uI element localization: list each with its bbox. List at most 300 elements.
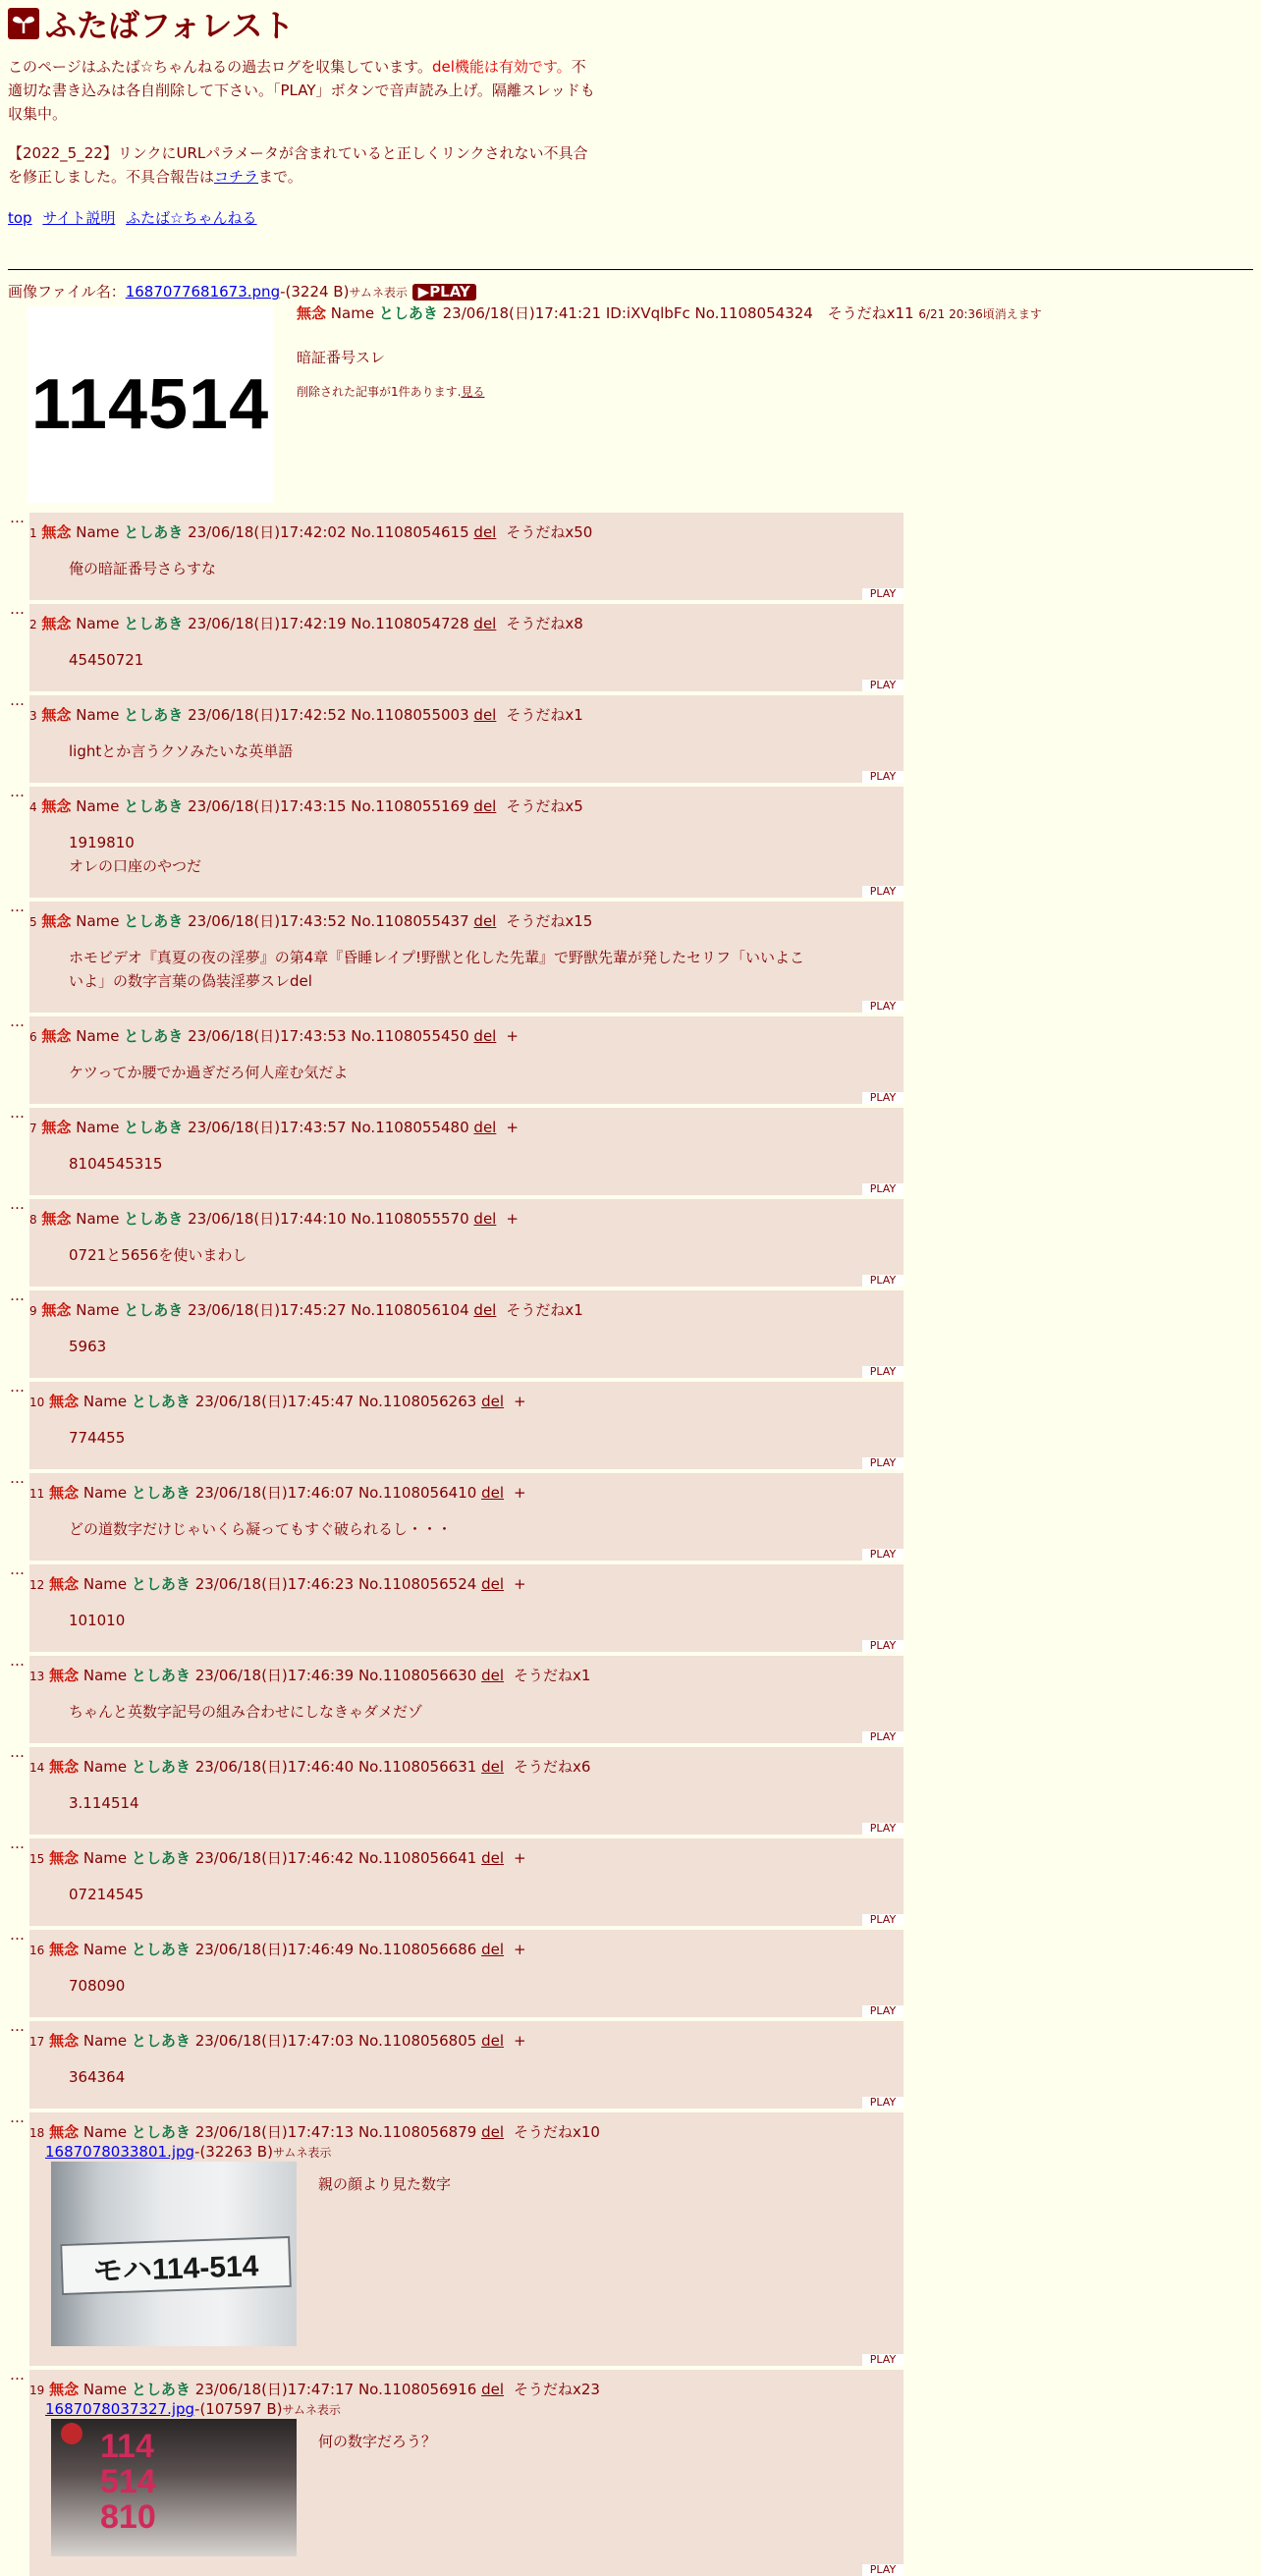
reply-name: としあき <box>124 912 184 930</box>
reply-header <box>29 1838 904 1869</box>
reply-menu-icon[interactable]: … <box>10 1013 24 1030</box>
reply-date: 23/06/18(日)17:46:42 <box>194 1849 355 1867</box>
reply-text <box>69 1061 904 1104</box>
reply-thumbnail-text: 114 514 810 <box>100 2428 156 2536</box>
reply-date: 23/06/18(日)17:43:52 <box>188 912 347 930</box>
reply-row <box>8 2017 1253 2109</box>
reply-name-label: Name <box>76 1210 120 1228</box>
intro-del-notice: del機能は有効です。 <box>431 58 572 76</box>
reply-index: 6 <box>29 1030 37 1044</box>
reply-number: No.1108056631 <box>357 1758 477 1776</box>
reply-play-button[interactable]: PLAY <box>862 2564 904 2576</box>
reply-text-line: 45450721 <box>69 651 144 669</box>
reply-index: 19 <box>29 2384 45 2397</box>
reply-number: No.1108054615 <box>351 523 469 541</box>
reply-play-button[interactable]: PLAY <box>862 1275 904 1287</box>
reply-sodane-button[interactable]: そうだねx6 <box>513 1758 591 1776</box>
reply-post <box>29 604 904 691</box>
reply-date: 23/06/18(日)17:46:23 <box>194 1575 355 1593</box>
op-file-label: 画像ファイル名： <box>8 283 126 301</box>
reply-row <box>8 600 1253 691</box>
reply-text <box>69 557 904 600</box>
reply-post <box>29 1290 904 1378</box>
reply-text <box>69 1426 904 1469</box>
reply-header <box>29 2021 904 2052</box>
reply-play-button[interactable]: PLAY <box>862 1183 904 1195</box>
reply-number: No.1108054728 <box>351 615 469 632</box>
reply-number: No.1108055437 <box>351 912 469 930</box>
reply-del-link[interactable]: del <box>481 1941 504 1958</box>
reply-index: 18 <box>29 2126 45 2140</box>
reply-subject: 無念 <box>41 1027 72 1045</box>
reply-del-link[interactable]: del <box>473 797 497 815</box>
reply-play-button[interactable]: PLAY <box>862 1823 904 1835</box>
reply-header <box>29 787 904 817</box>
reply-image-body <box>51 2419 904 2556</box>
reply-row <box>8 1469 1253 1561</box>
reply-subject: 無念 <box>41 1301 72 1319</box>
op-thumbnail-text: 114514 <box>30 365 270 444</box>
reply-subject: 無念 <box>41 706 72 724</box>
reply-sodane-button[interactable]: そうだねx50 <box>506 523 593 541</box>
reply-post <box>29 1382 904 1469</box>
reply-name: としあき <box>131 2381 191 2398</box>
reply-row <box>8 1926 1253 2017</box>
reply-play-button[interactable]: PLAY <box>862 1001 904 1013</box>
reply-del-link[interactable]: del <box>473 1027 497 1045</box>
reply-header <box>29 604 904 634</box>
reply-del-link[interactable]: del <box>481 1575 504 1593</box>
reply-del-link[interactable]: del <box>481 1667 504 1684</box>
reply-text-line: 8104545315 <box>69 1155 163 1173</box>
reply-post <box>29 902 904 1013</box>
reply-name-label: Name <box>76 1119 120 1136</box>
reply-text <box>69 1883 904 1926</box>
reply-header <box>29 513 904 543</box>
reply-text <box>69 1517 904 1561</box>
reply-name-label: Name <box>76 1027 120 1045</box>
reply-post <box>29 1656 904 1743</box>
reply-text <box>69 1152 904 1195</box>
intro-text: このページはふたば☆ちゃんねるの過去ログを収集しています。 <box>8 58 432 76</box>
reply-sodane-button[interactable]: そうだねx1 <box>506 706 583 724</box>
reply-index: 15 <box>29 1852 45 1866</box>
reply-name: としあき <box>124 1119 184 1136</box>
reply-subject: 無念 <box>49 1941 80 1958</box>
reply-text-line: 5963 <box>69 1338 107 1355</box>
reply-subject: 無念 <box>41 1210 72 1228</box>
op-text: 暗証番号スレ <box>297 349 386 366</box>
reply-text <box>69 1335 904 1378</box>
reply-sodane-button[interactable]: + <box>513 2032 526 2050</box>
reply-subject: 無念 <box>49 1484 80 1502</box>
reply-header <box>29 1656 904 1686</box>
nav-futaba-link[interactable]: ふたば☆ちゃんねる <box>126 209 257 227</box>
reply-menu-icon[interactable]: … <box>10 2109 24 2126</box>
reply-post <box>29 1930 904 2017</box>
reply-date: 23/06/18(日)17:47:13 <box>194 2123 355 2141</box>
reply-del-link[interactable]: del <box>481 1393 504 1410</box>
reply-play-button[interactable]: PLAY <box>862 1731 904 1743</box>
reply-text <box>69 946 904 1013</box>
reply-index: 13 <box>29 1670 45 1683</box>
reply-row <box>8 691 1253 783</box>
reply-name-label: Name <box>76 912 120 930</box>
reply-subject: 無念 <box>49 2123 80 2141</box>
site-header <box>8 6 1253 44</box>
reply-del-link[interactable]: del <box>473 523 497 541</box>
reply-row <box>8 1652 1253 1743</box>
reply-name: としあき <box>131 1575 191 1593</box>
reply-menu-icon[interactable]: … <box>10 600 24 618</box>
nav-top-link[interactable]: top <box>8 209 32 227</box>
reply-sodane-button[interactable]: そうだねx10 <box>513 2123 600 2141</box>
reply-post <box>29 1199 904 1287</box>
op-header <box>297 302 1042 325</box>
reply-name: としあき <box>124 615 184 632</box>
reply-play-button[interactable]: PLAY <box>862 886 904 898</box>
reply-text-line: 364364 <box>69 2068 126 2086</box>
reply-post <box>29 1838 904 1926</box>
reply-number: No.1108056879 <box>357 2123 477 2141</box>
reply-thumbnail-text: モハ114-514 <box>60 2236 292 2295</box>
reply-del-link[interactable]: del <box>473 706 497 724</box>
reply-post <box>29 695 904 783</box>
reply-index: 17 <box>29 2035 45 2049</box>
reply-text-line: ホモビデオ『真夏の夜の淫夢』の第4章『昏睡レイプ!野獣と化した先輩』で野獣先輩が発したセリフ「いいよこ <box>69 949 805 966</box>
bugfix-notice <box>8 141 597 189</box>
reply-row <box>8 1743 1253 1835</box>
reply-text-line: 774455 <box>69 1429 126 1447</box>
reply-post <box>29 2370 904 2576</box>
reply-index: 9 <box>29 1304 37 1318</box>
op-thumb-toggle[interactable]: サムネ表示 <box>349 286 408 300</box>
reply-name-label: Name <box>82 1941 128 1958</box>
reply-name: としあき <box>131 1941 191 1958</box>
reply-number: No.1108055570 <box>351 1210 469 1228</box>
top-nav <box>8 206 1253 230</box>
reply-del-link[interactable]: del <box>473 1210 497 1228</box>
reply-header <box>29 1199 904 1230</box>
reply-subject: 無念 <box>41 615 72 632</box>
reply-sodane-button[interactable]: + <box>513 1393 526 1410</box>
reply-text <box>69 1700 904 1743</box>
reply-index: 10 <box>29 1396 45 1409</box>
reply-index: 16 <box>29 1944 45 1957</box>
reply-row <box>8 1561 1253 1652</box>
op-deleted-text: 削除された記事が1件あります. <box>297 385 462 399</box>
reply-name-label: Name <box>82 2381 128 2398</box>
reply-menu-icon[interactable]: … <box>10 1469 24 1487</box>
reply-subject: 無念 <box>41 1119 72 1136</box>
reply-del-link[interactable]: del <box>481 2032 504 2050</box>
reply-text-line: 3.114514 <box>69 1794 139 1812</box>
reply-name: としあき <box>124 797 184 815</box>
reply-sodane-button[interactable]: そうだねx1 <box>506 1301 583 1319</box>
reply-play-button[interactable]: PLAY <box>862 588 904 600</box>
reply-subject: 無念 <box>41 912 72 930</box>
reply-name: としあき <box>131 1849 191 1867</box>
reply-text <box>69 1243 904 1287</box>
reply-menu-icon[interactable]: … <box>10 1378 24 1396</box>
reply-number: No.1108056641 <box>357 1849 477 1867</box>
divider <box>8 269 1253 270</box>
reply-row <box>8 1835 1253 1926</box>
reply-thumbnail[interactable] <box>51 2162 297 2346</box>
reply-play-button[interactable]: PLAY <box>862 2005 904 2017</box>
reply-menu-icon[interactable]: … <box>10 1104 24 1122</box>
op-body <box>297 302 1042 400</box>
reply-date: 23/06/18(日)17:42:19 <box>188 615 347 632</box>
reply-sodane-button[interactable]: + <box>513 1575 526 1593</box>
reply-menu-icon[interactable]: … <box>10 1926 24 1944</box>
reply-post <box>29 1016 904 1104</box>
reply-file-size: -(107597 B) <box>194 2400 283 2418</box>
reply-sodane-button[interactable]: + <box>506 1119 519 1136</box>
reply-menu-icon[interactable]: … <box>10 898 24 915</box>
reply-index: 1 <box>29 526 37 540</box>
op-sodane-button[interactable]: そうだねx11 <box>827 304 914 322</box>
reply-del-link[interactable]: del <box>473 1301 497 1319</box>
reply-text-line: ケツってか腰でか過ぎだろ何人産む気だよ <box>69 1064 349 1081</box>
reply-file-link[interactable]: 1687078037327.jpg <box>45 2400 195 2418</box>
reply-header <box>29 1747 904 1778</box>
reply-subject: 無念 <box>49 1667 80 1684</box>
reply-menu-icon[interactable]: … <box>10 2366 24 2384</box>
reply-text-line: どの道数字だけじゃいくら凝ってもすぐ破られるし・・・ <box>69 1520 453 1538</box>
reply-name-label: Name <box>82 2123 128 2141</box>
reply-menu-icon[interactable]: … <box>10 1195 24 1213</box>
reply-index: 8 <box>29 1213 37 1227</box>
reply-text-line: オレの口座のやつだ <box>69 857 202 875</box>
reply-sodane-button[interactable]: そうだねx23 <box>513 2381 600 2398</box>
op-name: としあき <box>378 304 438 322</box>
reply-number: No.1108056524 <box>357 1575 477 1593</box>
reply-header <box>29 1382 904 1412</box>
reply-menu-icon[interactable]: … <box>10 509 24 526</box>
reply-row <box>8 509 1253 600</box>
reply-play-button[interactable]: PLAY <box>862 1457 904 1469</box>
reply-number: No.1108055480 <box>351 1119 469 1136</box>
reply-del-link[interactable]: del <box>481 1484 504 1502</box>
futaba-leaf-icon[interactable] <box>8 8 39 39</box>
reply-index: 5 <box>29 915 37 929</box>
site-intro <box>8 55 597 126</box>
reply-number: No.1108056686 <box>357 1941 477 1958</box>
reply-index: 7 <box>29 1122 37 1135</box>
reply-play-button[interactable]: PLAY <box>862 1092 904 1104</box>
reply-name-label: Name <box>76 797 120 815</box>
reply-date: 23/06/18(日)17:46:49 <box>194 1941 355 1958</box>
reply-thumb-toggle[interactable]: サムネ表示 <box>282 2403 341 2417</box>
reply-name-label: Name <box>82 1849 128 1867</box>
reply-date: 23/06/18(日)17:43:53 <box>188 1027 347 1045</box>
reply-play-button[interactable]: PLAY <box>862 1366 904 1378</box>
op-date: 23/06/18(日)17:41:21 <box>442 304 602 322</box>
reply-sodane-button[interactable]: + <box>506 1210 519 1228</box>
reply-file-size: -(32263 B) <box>194 2143 273 2161</box>
reply-subject: 無念 <box>41 797 72 815</box>
reply-del-link[interactable]: del <box>473 912 497 930</box>
reply-date: 23/06/18(日)17:46:07 <box>194 1484 355 1502</box>
reply-header <box>29 1290 904 1321</box>
reply-row <box>8 1287 1253 1378</box>
reply-menu-icon[interactable]: … <box>10 2017 24 2035</box>
reply-menu-icon[interactable]: … <box>10 691 24 709</box>
reply-text-line: lightとか言うクソみたいな英単語 <box>69 742 294 760</box>
reply-del-link[interactable]: del <box>481 1758 504 1776</box>
reply-name: としあき <box>131 1667 191 1684</box>
reply-sodane-button[interactable]: + <box>513 1849 526 1867</box>
reply-number: No.1108055450 <box>351 1027 469 1045</box>
reply-name: としあき <box>124 523 184 541</box>
reply-number: No.1108056916 <box>357 2381 477 2398</box>
intro-text-2: 不適切な書き込みは各自削除して下さい。「PLAY」ボタンで音声読み上げ。隔離スレッドも収集中。 <box>8 58 595 123</box>
reply-text-line: いよ」の数字言葉の偽装淫夢スレdel <box>69 972 312 990</box>
reply-menu-icon[interactable]: … <box>10 1743 24 1761</box>
reply-post <box>29 1108 904 1195</box>
reply-date: 23/06/18(日)17:43:15 <box>188 797 347 815</box>
reply-date: 23/06/18(日)17:46:39 <box>194 1667 355 1684</box>
reply-number: No.1108056630 <box>357 1667 477 1684</box>
reply-sodane-button[interactable]: そうだねx15 <box>506 912 593 930</box>
reply-menu-icon[interactable]: … <box>10 1287 24 1304</box>
reply-number: No.1108056104 <box>351 1301 469 1319</box>
reply-row <box>8 2109 1253 2366</box>
reply-text-line: 708090 <box>69 1977 126 1995</box>
reply-list <box>8 509 1253 2576</box>
reply-sodane-button[interactable]: + <box>513 1941 526 1958</box>
reply-sodane-button[interactable]: そうだねx5 <box>506 797 583 815</box>
reply-play-button[interactable]: PLAY <box>862 771 904 783</box>
reply-header <box>29 1473 904 1504</box>
reply-name: としあき <box>124 1027 184 1045</box>
reply-name: としあき <box>124 706 184 724</box>
reply-name: としあき <box>131 1393 191 1410</box>
op-deleted-view-link[interactable]: 見る <box>461 385 485 399</box>
reply-name-label: Name <box>76 615 120 632</box>
reply-del-link[interactable]: del <box>481 2123 504 2141</box>
reply-text-line: 101010 <box>69 1612 126 1629</box>
reply-del-link[interactable]: del <box>473 1119 497 1136</box>
op-file-info <box>8 282 1253 302</box>
reply-play-button[interactable]: PLAY <box>862 2354 904 2366</box>
reply-index: 12 <box>29 1578 45 1592</box>
reply-row <box>8 1013 1253 1104</box>
reply-date: 23/06/18(日)17:47:17 <box>194 2381 355 2398</box>
op-deleted-notice <box>297 383 1042 400</box>
reply-index: 4 <box>29 800 37 814</box>
op-subject: 無念 <box>297 304 327 322</box>
reply-text-line: 親の顔より見た数字 <box>318 2175 452 2193</box>
reply-header <box>29 1564 904 1595</box>
reply-thumbnail[interactable] <box>51 2419 297 2556</box>
notice-text: 【2022_5_22】リンクにURLパラメータが含まれていると正しくリンクされない不具合を修正しました。不具合報告は <box>8 144 588 186</box>
reply-play-button[interactable]: PLAY <box>862 2097 904 2109</box>
reply-thumb-toggle[interactable]: サムネ表示 <box>272 2146 332 2160</box>
bug-report-link[interactable]: コチラ <box>214 168 259 186</box>
reply-date: 23/06/18(日)17:45:47 <box>194 1393 355 1410</box>
op-file-link[interactable]: 1687077681673.png <box>125 283 281 301</box>
reply-row <box>8 1195 1253 1287</box>
reply-header <box>29 695 904 726</box>
reply-file-link[interactable]: 1687078033801.jpg <box>45 2143 195 2161</box>
reply-number: No.1108056805 <box>357 2032 477 2050</box>
reply-subject: 無念 <box>41 523 72 541</box>
reply-menu-icon[interactable]: … <box>10 1561 24 1578</box>
reply-text-line: 07214545 <box>69 1886 144 1903</box>
reply-name: としあき <box>124 1210 184 1228</box>
reply-del-link[interactable]: del <box>481 1849 504 1867</box>
reply-del-link[interactable]: del <box>473 615 497 632</box>
reply-play-button[interactable]: PLAY <box>862 680 904 691</box>
reply-sodane-button[interactable]: そうだねx1 <box>513 1667 591 1684</box>
reply-play-button[interactable]: PLAY <box>862 1914 904 1926</box>
reply-text <box>69 2065 904 2109</box>
op-deadline: 6/21 20:36頃消えます <box>918 307 1042 321</box>
reply-image-body <box>51 2162 904 2346</box>
reply-menu-icon[interactable]: … <box>10 1835 24 1852</box>
reply-play-button[interactable]: PLAY <box>862 1549 904 1561</box>
reply-name-label: Name <box>82 1575 128 1593</box>
reply-date: 23/06/18(日)17:46:40 <box>194 1758 355 1776</box>
site-title: ふたばフォレスト <box>45 7 295 44</box>
reply-subject: 無念 <box>49 1849 80 1867</box>
reply-menu-icon[interactable]: … <box>10 783 24 800</box>
reply-header <box>29 1108 904 1138</box>
op-name-label: Name <box>330 304 375 322</box>
reply-subject: 無念 <box>49 1758 80 1776</box>
reply-file-info <box>45 2143 904 2162</box>
reply-name-label: Name <box>82 2032 128 2050</box>
reply-name-label: Name <box>82 1484 128 1502</box>
reply-post <box>29 1747 904 1835</box>
op-thumbnail[interactable] <box>27 306 273 503</box>
nav-about-link[interactable]: サイト説明 <box>42 209 116 227</box>
notice-text-end: まで。 <box>258 168 302 186</box>
reply-sodane-button[interactable]: + <box>506 1027 519 1045</box>
reply-text <box>69 1609 904 1652</box>
reply-menu-icon[interactable]: … <box>10 1652 24 1670</box>
reply-del-link[interactable]: del <box>481 2381 504 2398</box>
reply-name-label: Name <box>82 1758 128 1776</box>
reply-sodane-button[interactable]: そうだねx8 <box>506 615 583 632</box>
reply-name-label: Name <box>82 1667 128 1684</box>
reply-text <box>69 1974 904 2017</box>
reply-row <box>8 1104 1253 1195</box>
reply-name-label: Name <box>76 706 120 724</box>
reply-name-label: Name <box>76 523 120 541</box>
reply-number: No.1108056410 <box>357 1484 477 1502</box>
reply-date: 23/06/18(日)17:47:03 <box>194 2032 355 2050</box>
reply-play-button[interactable]: PLAY <box>862 1640 904 1652</box>
reply-post <box>29 2112 904 2366</box>
reply-date: 23/06/18(日)17:43:57 <box>188 1119 347 1136</box>
reply-subject: 無念 <box>49 2032 80 2050</box>
reply-subject: 無念 <box>49 1575 80 1593</box>
reply-text <box>69 648 904 691</box>
reply-header <box>29 1930 904 1960</box>
op-number: No.1108054324 <box>694 304 813 322</box>
reply-text <box>318 2431 436 2556</box>
reply-sodane-button[interactable]: + <box>513 1484 526 1502</box>
op-play-button[interactable]: ▶PLAY <box>412 284 476 301</box>
reply-post <box>29 2021 904 2109</box>
op-post <box>8 302 1253 509</box>
reply-post <box>29 787 904 898</box>
reply-number: No.1108056263 <box>357 1393 477 1410</box>
reply-text-line: 0721と5656を使いまわし <box>69 1246 247 1264</box>
